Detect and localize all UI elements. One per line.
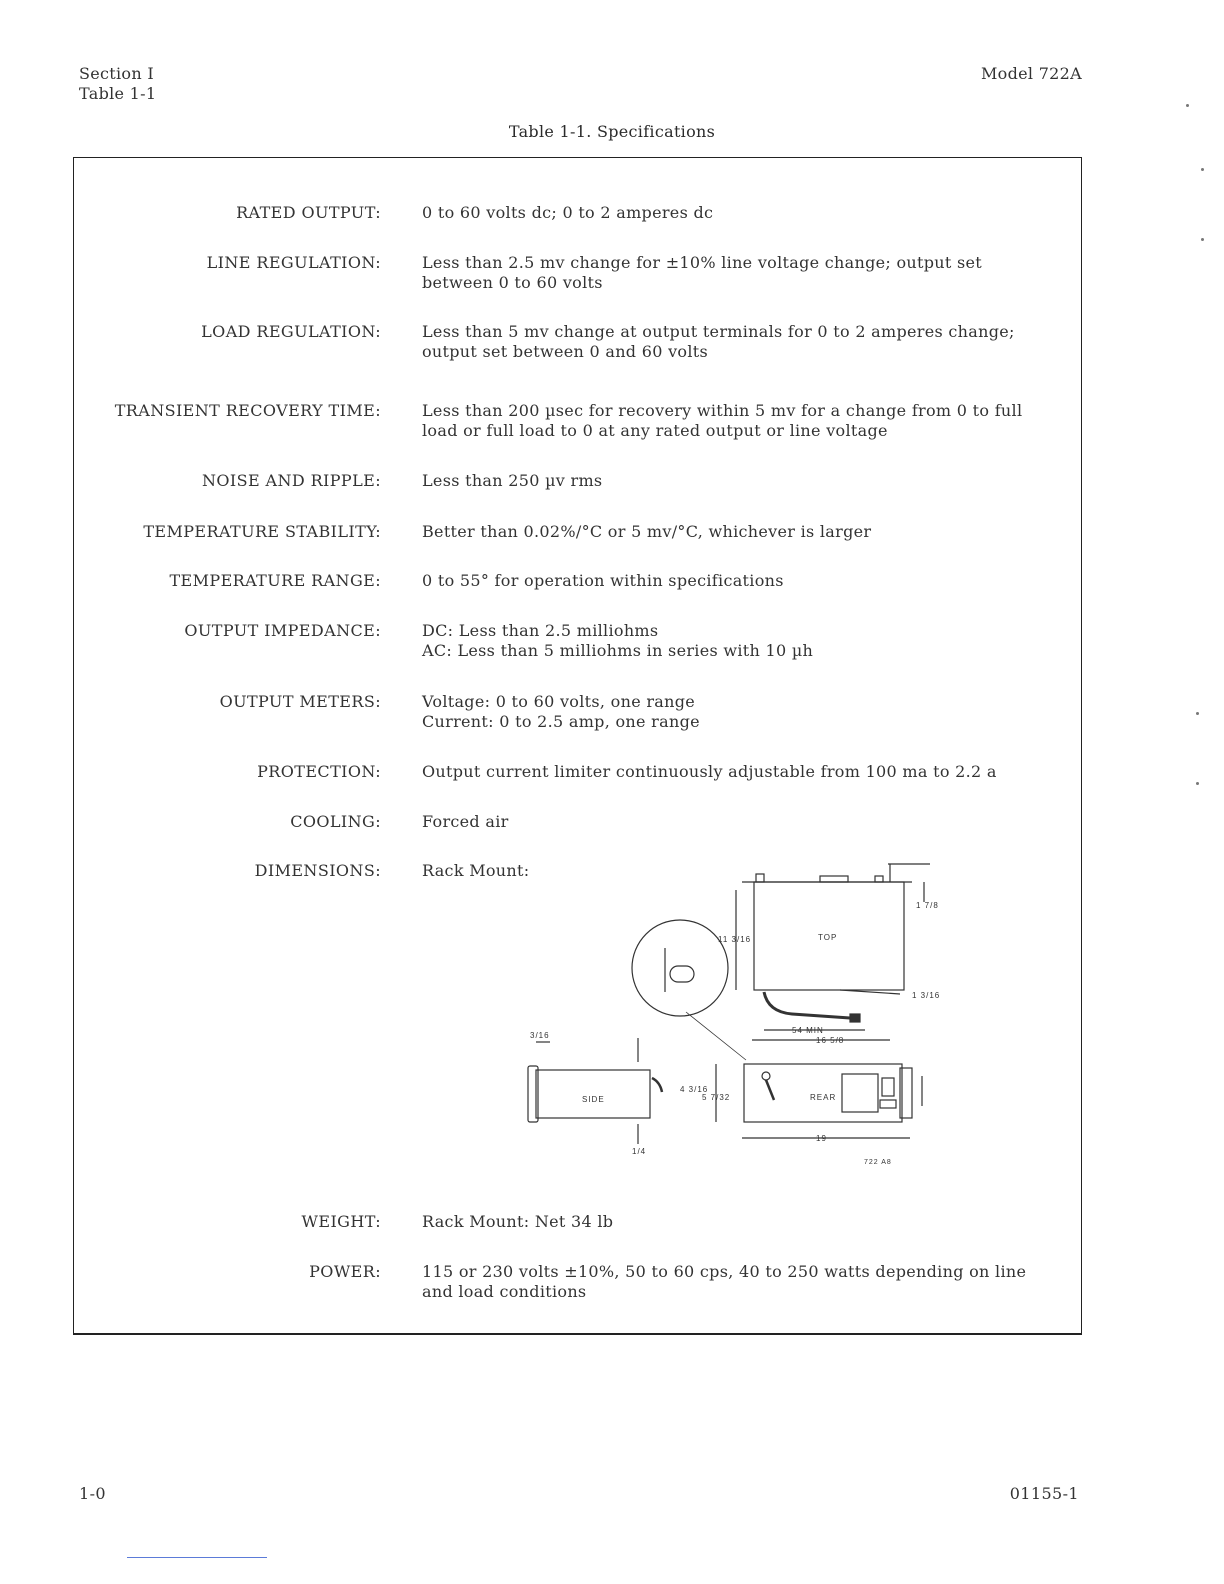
spec-value-transient-recovery: Less than 200 µsec for recovery within 5 mv for a change from 0 to full load or full load to 0 at any rated output or line voltage [422,401,1023,440]
spec-label-noise-ripple: NOISE AND RIPPLE: [201,471,381,490]
document-code: 01155-1 [1009,1484,1079,1503]
page-header-left [79,64,156,104]
spec-value-dimensions: Rack Mount: [422,861,530,880]
spec-value-cooling: Forced air [422,812,509,831]
table-ref-label: Table 1-1 [79,84,157,103]
dim-1-3-16: 1 3/16 [912,991,940,1000]
scan-artifact-dot [1201,238,1204,241]
spec-label-protection: PROTECTION: [257,762,381,781]
top-view-label: TOP [818,933,838,942]
side-view-label: SIDE [582,1095,605,1104]
dim-1-4: 1/4 [632,1147,647,1156]
dim-16-5-8: 16 5/8 [816,1036,845,1045]
section-label: Section I [79,64,154,83]
spec-value-rated-output: 0 to 60 volts dc; 0 to 2 amperes dc [422,203,714,222]
output-impedance-ac: AC: Less than 5 milliohms in series with 10 µh [422,641,814,660]
spec-value-line-regulation: Less than 2.5 mv change for ±10% line voltage change; output set between 0 to 60 volts [422,253,983,292]
spec-value-output-impedance [422,621,1028,661]
side-view-outline [536,1070,650,1118]
scan-artifact-dot [1196,712,1199,715]
spec-label-power: POWER: [309,1262,381,1281]
spec-label-output-meters: OUTPUT METERS: [219,692,381,711]
rear-view-label: REAR [810,1093,837,1102]
spec-label-weight: WEIGHT: [301,1212,381,1231]
dim-3-16: 3/16 [530,1031,550,1040]
spec-label-transient-recovery: TRANSIENT RECOVERY TIME: [114,401,381,420]
mounting-slot-detail [632,920,728,1016]
spec-value-load-regulation: Less than 5 mv change at output terminals for 0 to 2 amperes change; output set between 0 and 60 volts [422,322,1015,361]
scan-artifact-dot [1196,782,1199,785]
spec-label-load-regulation: LOAD REGULATION: [201,322,381,341]
dimensions-drawing [520,850,940,1190]
dim-1-7-8: 1 7/8 [916,901,939,910]
scan-artifact-dot [1201,168,1204,171]
top-terminal-strip [820,876,848,882]
table-caption: Table 1-1. Specifications [508,122,716,141]
scan-artifact-dot [1186,104,1189,107]
output-meters-current: Current: 0 to 2.5 amp, one range [422,712,700,731]
output-meters-voltage: Voltage: 0 to 60 volts, one range [422,692,696,711]
dim-5-7-32: 5 7/32 [702,1093,731,1102]
rear-fan-grille [842,1074,878,1112]
figure-id: 722 A8 [864,1159,892,1166]
dim-4-3-16: 4 3/16 [680,1085,709,1094]
spec-value-protection: Output current limiter continuously adjustable from 100 ma to 2.2 a [422,762,997,781]
output-impedance-dc: DC: Less than 2.5 milliohms [422,621,659,640]
spec-label-line-regulation: LINE REGULATION: [206,253,381,272]
scan-artifact-line [127,1557,267,1558]
model-label: Model 722A [980,64,1082,83]
spec-label-output-impedance: OUTPUT IMPEDANCE: [184,621,381,640]
spec-value-power: 115 or 230 volts ±10%, 50 to 60 cps, 40 to 250 watts depending on line and load conditions [422,1262,1027,1301]
spec-value-temperature-range: 0 to 55° for operation within specifications [422,571,784,590]
dim-54-min: 54 MIN [792,1026,824,1035]
spec-value-weight: Rack Mount: Net 34 lb [422,1212,614,1231]
spec-label-dimensions: DIMENSIONS: [254,861,381,880]
spec-label-temperature-range: TEMPERATURE RANGE: [169,571,381,590]
spec-value-noise-ripple: Less than 250 µv rms [422,471,603,490]
spec-label-rated-output: RATED OUTPUT: [236,203,381,222]
dim-11-3-16: 11 3/16 [718,935,752,944]
dim-19: 19 [816,1134,827,1143]
page-number: 1-0 [79,1484,106,1503]
spec-value-output-meters [422,692,1028,732]
spec-value-temperature-stability: Better than 0.02%/°C or 5 mv/°C, whichever is larger [422,522,872,541]
spec-label-temperature-stability: TEMPERATURE STABILITY: [143,522,381,541]
spec-label-cooling: COOLING: [290,812,381,831]
line-cord-icon [764,992,850,1018]
